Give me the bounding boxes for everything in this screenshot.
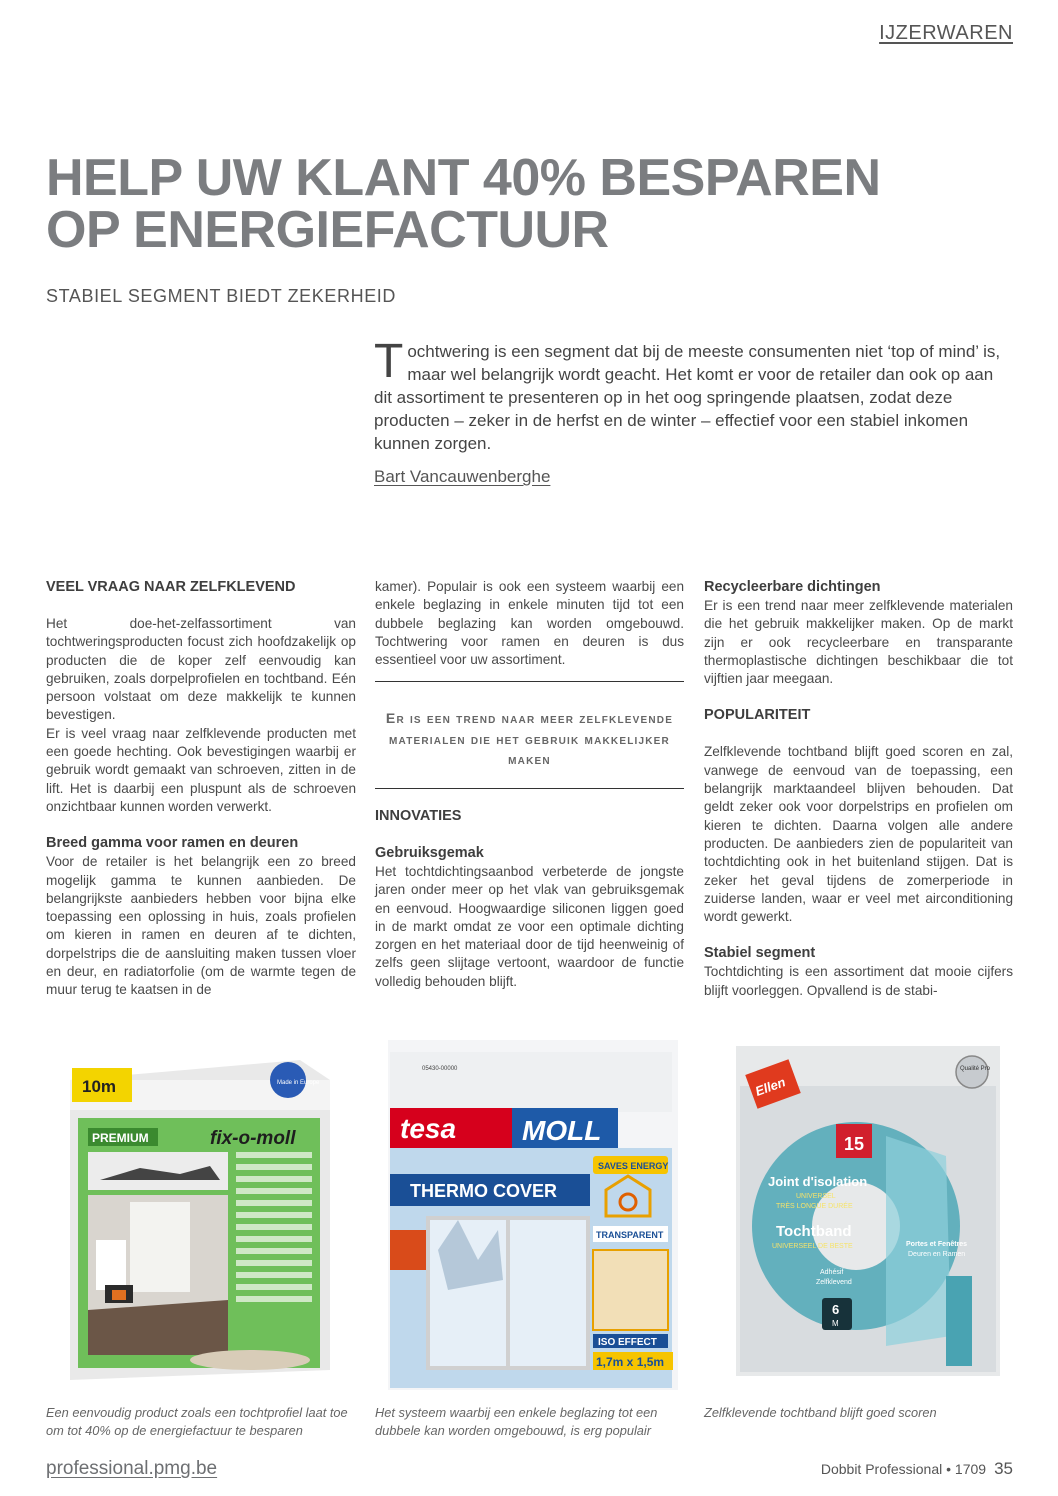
joint-sub2: TRÈS LONGUE DURÉE bbox=[776, 1203, 853, 1210]
pull-quote: Er is een trend naar meer zelfklevende materialen die het gebruik makkelijker maken bbox=[385, 710, 674, 768]
publication-name: Dobbit Professional • 1709 bbox=[820, 1461, 987, 1477]
premium-label: PREMIUM bbox=[92, 1131, 149, 1145]
fix-o-moll-package-image bbox=[60, 1040, 340, 1390]
years-guarantee: 15 bbox=[844, 1134, 865, 1154]
brand-name: fix-o-moll bbox=[210, 1128, 296, 1149]
paragraph: Het doe-het-zelfassortiment van tochtweringsproducten focust zich hoofdzakelijk op producten die de koper zelf eenvoudig kan gebruiken, zoals dorpelprofielen en tochtband. Eén persoon volstaat om deze makkelijk te kunnen bevestigen. bbox=[46, 616, 356, 723]
product-name: THERMO COVER bbox=[410, 1181, 558, 1201]
adhesive-label-fr: Adhésif bbox=[820, 1269, 844, 1276]
package-length: 10m bbox=[82, 1077, 117, 1096]
doors-label-nl: Deuren en Ramen bbox=[908, 1251, 966, 1258]
product-photo-ellen bbox=[736, 1046, 1000, 1376]
adhesive-label-nl: Zelfklevend bbox=[816, 1279, 852, 1286]
headline-line-2: OP ENERGIEFACTUUR bbox=[46, 201, 609, 259]
size-label: 1,7m x 1,5m bbox=[596, 1355, 665, 1369]
drop-cap: T bbox=[374, 335, 404, 388]
tochtband-sub: UNIVERSEEL DE BESTE bbox=[772, 1243, 853, 1250]
heading-stabiel-segment: Stabiel segment bbox=[704, 945, 816, 962]
heading-gebruiksgemak: Gebruiksgemak bbox=[375, 844, 484, 861]
website-link[interactable]: professional.pmg.be bbox=[46, 1458, 218, 1479]
heading-innovaties: INNOVATIES bbox=[375, 807, 462, 824]
intro-paragraph bbox=[374, 335, 1014, 455]
heading-populariteit: POPULARITEIT bbox=[704, 707, 811, 724]
heading-veel-vraag: VEEL VRAAG NAAR ZELFKLEVEND bbox=[46, 579, 296, 595]
intro-text: ochtwering is een segment dat bij de meeste consumenten niet ‘top of mind’ is, maar wel belangrijk wordt geacht. Het komt er voor de retailer dan ook op aan dit assortiment te presenteren op in het oog springende plaatsen, zodat deze producten – zeker in de herfst en de winter – effectief voor een stabiel inkomen kunnen zorgen. bbox=[374, 342, 1001, 453]
text-column-2 bbox=[375, 578, 684, 991]
iso-effect-label: ISO EFFECT bbox=[598, 1337, 657, 1348]
tape-unit: M bbox=[832, 1319, 839, 1328]
article-headline bbox=[46, 149, 946, 259]
heading-recycleerbare: Recycleerbare dichtingen bbox=[704, 579, 881, 595]
joint-sub1: UNIVERSEL bbox=[796, 1193, 836, 1200]
product-photo-fix-o-moll bbox=[60, 1040, 340, 1390]
brand-tesa: tesa bbox=[400, 1113, 457, 1144]
headline-line-1: HELP UW KLANT 40% BESPAREN bbox=[46, 149, 881, 207]
transparent-label: TRANSPARENT bbox=[596, 1230, 664, 1240]
saves-energy-claim: SAVES ENERGY bbox=[598, 1161, 669, 1171]
caption-photo-3: Zelfklevende tochtband blijft goed scoren bbox=[704, 1405, 937, 1420]
caption-photo-2: Het systeem waarbij een enkele beglazing tot een dubbele kan worden omgebouwd, is erg populair bbox=[375, 1405, 658, 1438]
product-photo-tesa-moll bbox=[388, 1040, 678, 1390]
text-column-3 bbox=[704, 578, 1013, 1000]
article-subtitle: STABIEL SEGMENT BIEDT ZEKERHEID bbox=[46, 286, 397, 306]
paragraph: kamer). Populair is ook een systeem waarbij een enkele beglazing in enkele minuten tijd tot een dubbele beglazing kan worden omgebouwd. Tochtwering voor ramen en deuren is dus essentieel voor uw assortiment. bbox=[375, 579, 684, 668]
quality-pro-badge: Qualité Pro bbox=[960, 1066, 991, 1072]
paragraph: Voor de retailer is het belangrijk een zo breed mogelijk gamma te kunnen aanbieden. De belangrijkste aanbieders hebben voor bijna elke toepassing een oplossing in huis, zoals profielen om kieren in ramen en deuren af te dichten, dorpelstrips die de aansluiting maken tussen vloer en deur, en radiatorfolie (om de warmte tegen de muur terug te kaatsen in de bbox=[46, 854, 356, 998]
joint-title: Joint d'isolation bbox=[768, 1174, 868, 1189]
product-code: 05430-00000 bbox=[422, 1066, 458, 1072]
tape-length: 6 bbox=[832, 1302, 840, 1317]
divider bbox=[375, 681, 684, 682]
tochtband-title: Tochtband bbox=[776, 1223, 852, 1240]
brand-moll: MOLL bbox=[522, 1115, 602, 1146]
caption-photo-1: Een eenvoudig product zoals een tochtprofiel laat toe om tot 40% op de energiefactuur te besparen bbox=[46, 1405, 348, 1438]
doors-label-fr: Portes et Fenêtres bbox=[906, 1241, 968, 1248]
paragraph: Tochtdichting is een assortiment dat mooie cijfers blijft voorleggen. Opvallend is de stabi- bbox=[704, 964, 1013, 998]
author-link[interactable]: Bart Vancauwenberghe bbox=[374, 467, 551, 486]
ellen-package-image bbox=[736, 1046, 1000, 1376]
paragraph: Er is veel vraag naar zelfklevende producten met een goede hechting. Ook bevestigingen waarbij er gebruik wordt gemaakt van schroeven, zitten in de lift. Het is daarbij een pluspunt als de schroeven onzichtbaar kunnen worden verwerkt. bbox=[46, 725, 356, 814]
paragraph: Zelfklevende tochtband blijft goed scoren en zal, vanwege de eenvoud van de toepassing, een belangrijk marktaandeel blijven behouden. Dat geldt zeker ook voor dorpelstrips en profielen om kieren te dichten. Daarna volgen alle andere producten. De aanbieders zien de populariteit van tochtdichting ook in het buitenland stijgen. Dat is zeker het geval tijdens de zomerperiode in zuiderse landen, waar er veel met airconditioning wordt gewerkt. bbox=[704, 744, 1013, 925]
heading-breed-gamma: Breed gamma voor ramen en deuren bbox=[46, 835, 299, 852]
made-in-europe-badge: Made in Europe bbox=[277, 1080, 320, 1086]
brand-ellen: Ellen bbox=[753, 1074, 788, 1099]
tesa-moll-package-image bbox=[388, 1040, 678, 1390]
page-number: 35 bbox=[994, 1459, 1013, 1478]
section-tag: IJZERWAREN bbox=[879, 22, 1013, 44]
paragraph: Het tochtdichtingsaanbod verbeterde de jongste jaren onder meer op het vlak van gebruiksgemak en eenvoud. Hoogwaardige siliconen liggen goed in de markt omdat ze voor een optimale dichting zorgen en het materiaal door de tijd heenweinig of zelfs geen slijtage vertoont, waardoor de functie volledig behouden blijft. bbox=[375, 863, 684, 989]
paragraph: Er is een trend naar meer zelfklevende materialen die het gebruik makkelijker maken. Op de markt zijn er ook recycleerbare en transparante thermoplastische dichtingen beschikbaar die tot vijftien jaar meegaan. bbox=[704, 598, 1013, 687]
text-column-1 bbox=[46, 578, 356, 1000]
footer-publication bbox=[821, 1459, 1013, 1479]
divider bbox=[375, 788, 684, 789]
